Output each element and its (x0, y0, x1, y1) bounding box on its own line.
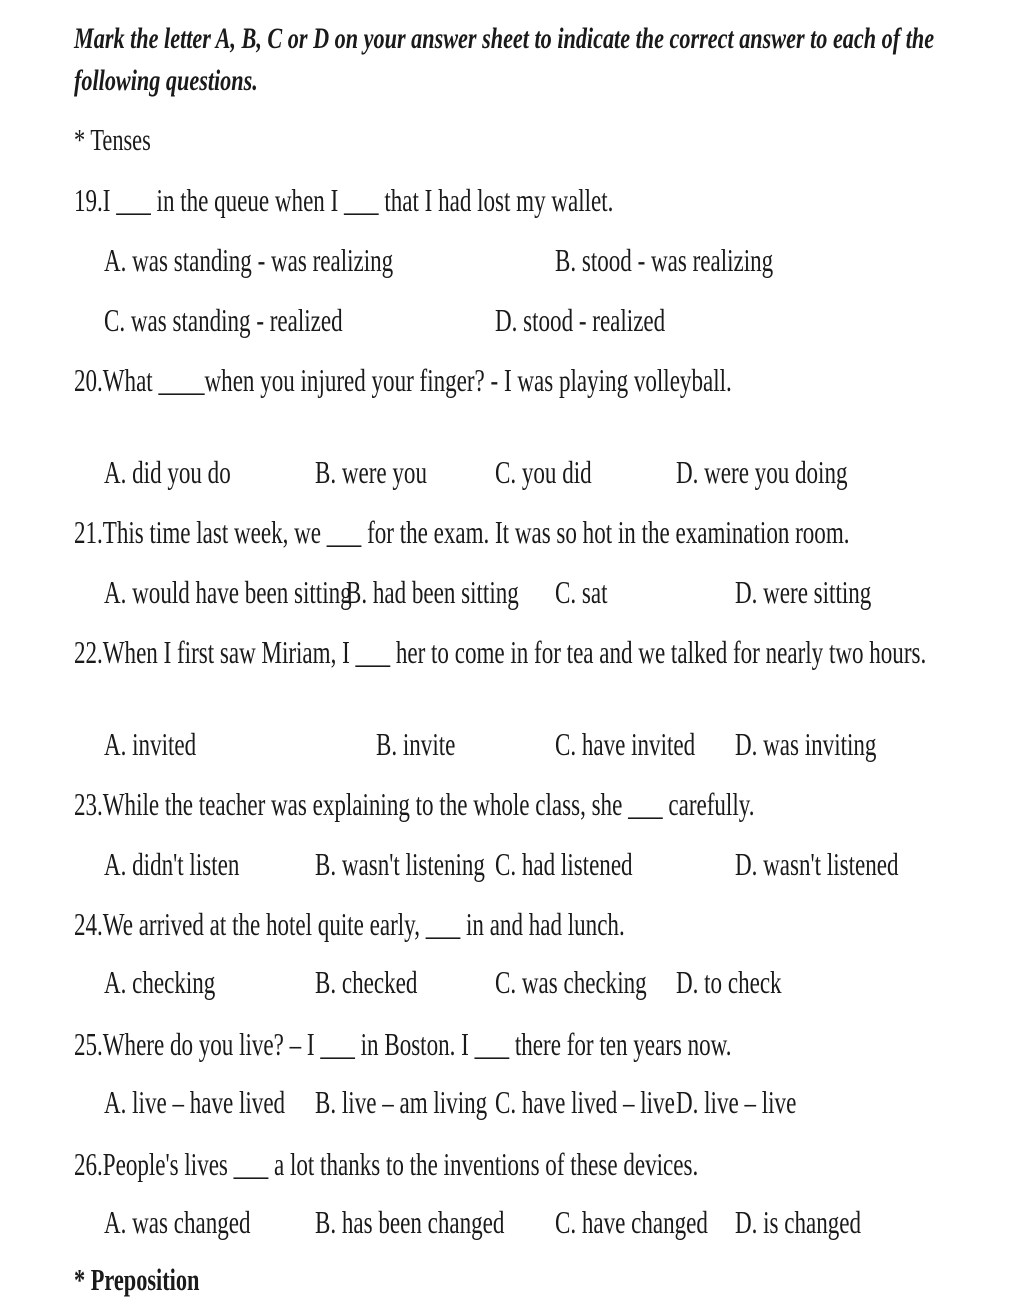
option-c: C. you did (495, 454, 592, 490)
option-c: C. have changed (555, 1204, 708, 1240)
option-b: B. has been changed (315, 1204, 505, 1240)
instruction-text: Mark the letter A, B, C or D on your answer sheet to indicate the correct answer to each of the following questions. (74, 22, 935, 97)
option-a: A. did you do (104, 454, 231, 490)
option-d: D. to check (676, 964, 782, 1000)
section-heading-preposition: * Preposition (74, 1262, 200, 1297)
option-c: C. have lived – live (495, 1084, 675, 1120)
question-stem: 20.What ____when you injured your finger? - I was playing volleyball. (74, 362, 732, 398)
question-stem: 19.I ___ in the queue when I ___ that I had lost my wallet. (74, 182, 614, 218)
option-b: B. live – am living (315, 1084, 488, 1120)
option-d: D. were you doing (676, 454, 848, 490)
question-stem: 25.Where do you live? – I ___ in Boston. I ___ there for ten years now. (74, 1026, 732, 1062)
option-a: A. live – have lived (104, 1084, 286, 1120)
option-c: C. was checking (495, 964, 647, 1000)
option-a: A. didn't listen (104, 846, 240, 882)
option-c: C. sat (555, 574, 608, 610)
option-d: D. was inviting (735, 726, 877, 762)
option-d: D. live – live (676, 1084, 797, 1120)
option-b: B. stood - was realizing (555, 242, 774, 278)
option-d: D. stood - realized (495, 302, 666, 338)
option-d: D. is changed (735, 1204, 862, 1240)
question-stem: 22.When I first saw Miriam, I ___ her to come in for tea and we talked for nearly two hours. (74, 634, 927, 670)
option-a: A. invited (104, 726, 197, 762)
option-a: A. would have been sitting (104, 574, 352, 610)
option-b: B. wasn't listening (315, 846, 485, 882)
question-stem: 21.This time last week, we ___ for the exam. It was so hot in the examination room. (74, 514, 850, 550)
option-d: D. wasn't listened (735, 846, 899, 882)
option-a: A. was changed (104, 1204, 251, 1240)
option-c: C. had listened (495, 846, 633, 882)
question-stem: 24.We arrived at the hotel quite early, ___ in and had lunch. (74, 906, 625, 942)
question-stem: 23.While the teacher was explaining to the whole class, she ___ carefully. (74, 786, 755, 822)
option-b: B. had been sitting (346, 574, 519, 610)
question-stem: 26.People's lives ___ a lot thanks to the inventions of these devices. (74, 1146, 699, 1182)
option-b: B. were you (315, 454, 427, 490)
option-b: B. checked (315, 964, 418, 1000)
option-d: D. were sitting (735, 574, 872, 610)
option-a: A. was standing - was realizing (104, 242, 394, 278)
option-c: C. was standing - realized (104, 302, 343, 338)
section-heading-tenses: * Tenses (74, 122, 151, 157)
option-a: A. checking (104, 964, 216, 1000)
option-c: C. have invited (555, 726, 696, 762)
option-b: B. invite (376, 726, 456, 762)
